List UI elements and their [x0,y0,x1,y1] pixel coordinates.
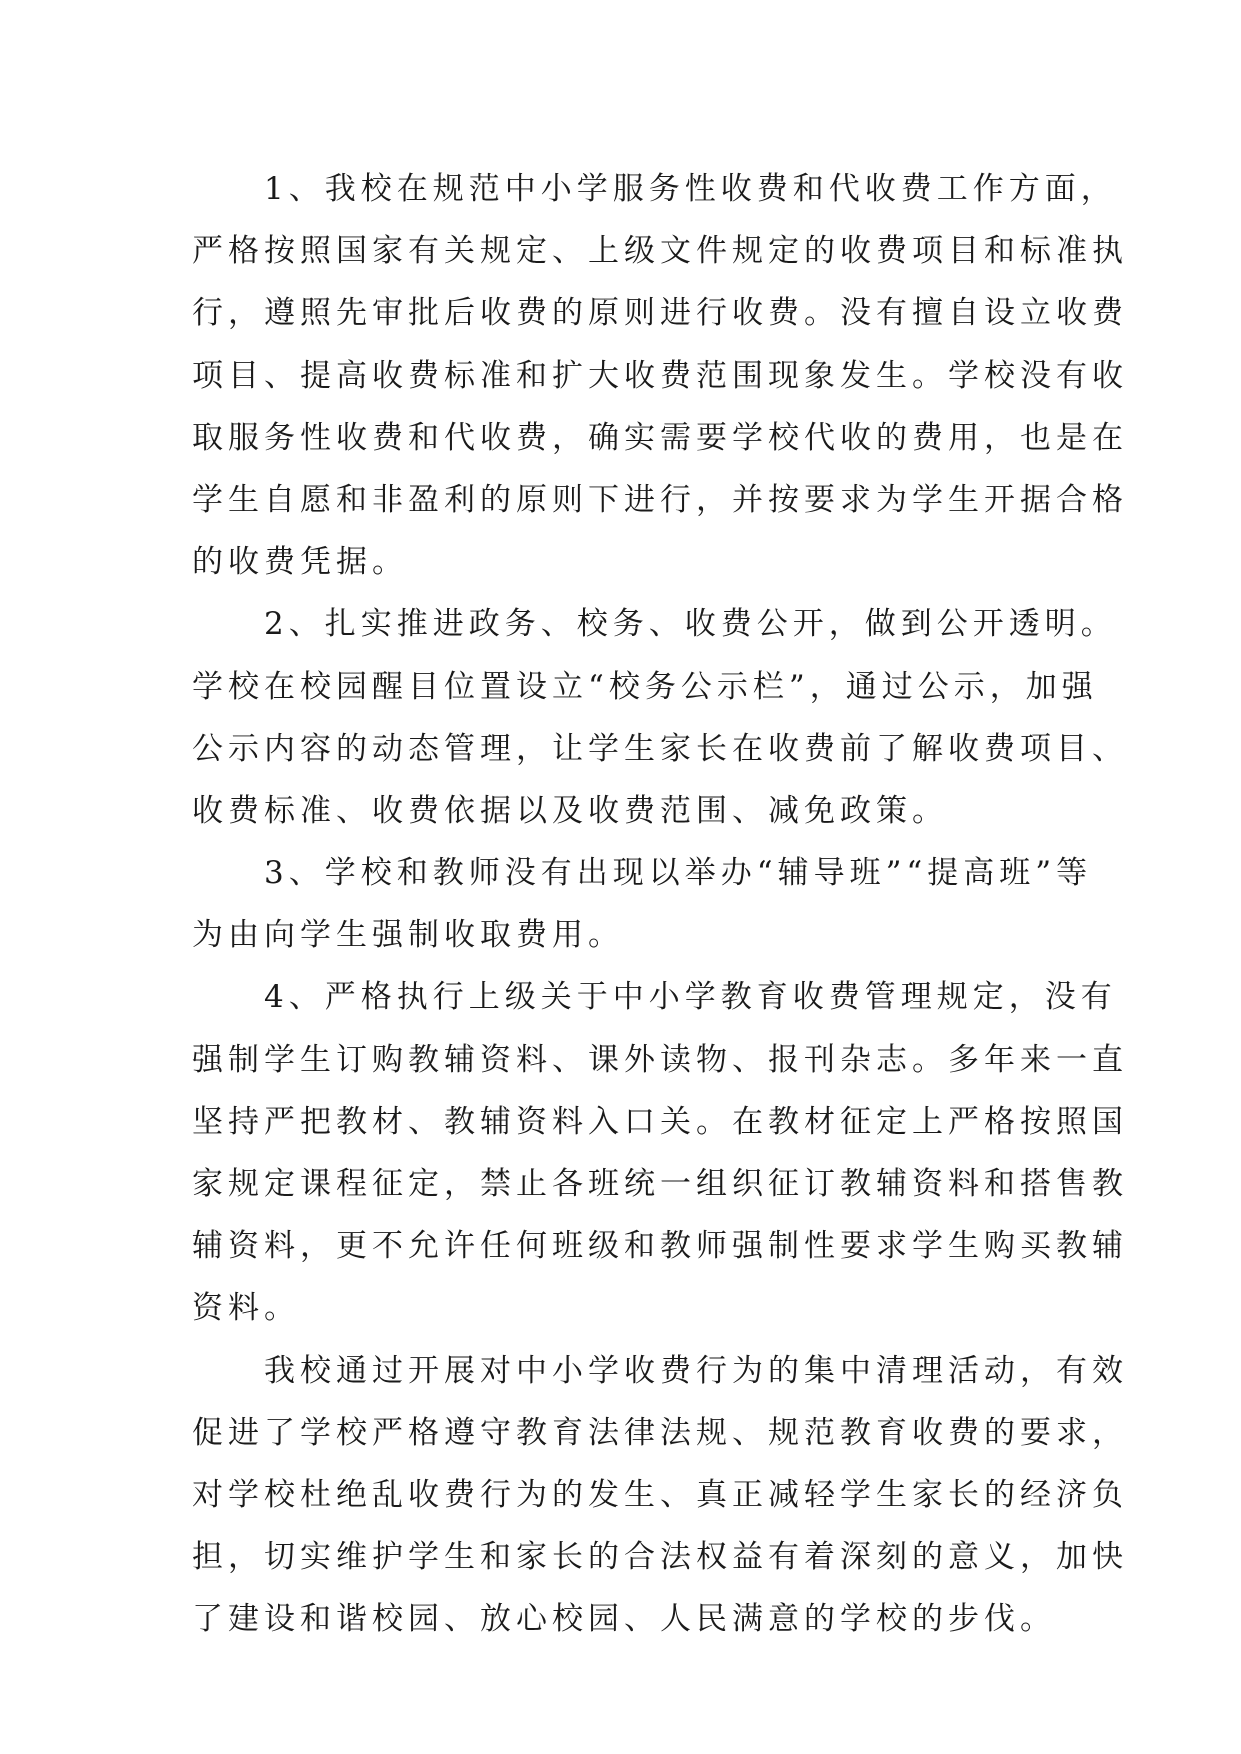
text-line: 辅资料，更不允许任何班级和教师强制性要求学生购买教辅 [192,1228,1128,1265]
text-line: 3、学校和教师没有出现以举办“辅导班”“提高班”等 [192,855,1093,892]
text-line: 严格按照国家有关规定、上级文件规定的收费项目和标准执 [192,233,1128,270]
text-line: 家规定课程征定，禁止各班统一组织征订教辅资料和搭售教 [192,1166,1128,1202]
text-line: 促进了学校严格遵守教育法律法规、规范教育收费的要求， [192,1414,1128,1451]
text-line: 1、我校在规范中小学服务性收费和代收费工作方面， [192,171,1117,207]
text-line: 公示内容的动态管理，让学生家长在收费前了解收费项目、 [192,730,1128,767]
text-line: 了建设和谐校园、放心校园、人民满意的学校的步伐。 [192,1601,1056,1638]
text-line: 学校在校园醒目位置设立“校务公示栏”，通过公示，加强 [192,668,1098,705]
body-text [192,158,1128,1651]
text-line: 项目、提高收费标准和扩大收费范围现象发生。学校没有收 [192,357,1128,394]
text-line: 4、严格执行上级关于中小学教育收费管理规定，没有 [192,979,1117,1016]
text-line: 的收费凭据。 [192,544,408,581]
text-line: 收费标准、收费依据以及收费范围、减免政策。 [192,792,948,829]
text-line: 资料。 [192,1290,300,1327]
text-line: 行，遵照先审批后收费的原则进行收费。没有擅自设立收费 [192,295,1128,332]
text-line: 担，切实维护学生和家长的合法权益有着深刻的意义，加快 [192,1539,1128,1576]
text-line: 坚持严把教材、教辅资料入口关。在教材征定上严格按照国 [192,1103,1128,1140]
text-line: 取服务性收费和代收费，确实需要学校代收的费用，也是在 [192,419,1128,456]
text-line: 2、扎实推进政务、校务、收费公开，做到公开透明。 [192,606,1117,643]
text-line: 对学校杜绝乱收费行为的发生、真正减轻学生家长的经济负 [192,1476,1128,1513]
text-line: 强制学生订购教辅资料、课外读物、报刊杂志。多年来一直 [192,1041,1128,1078]
text-line: 学生自愿和非盈利的原则下进行，并按要求为学生开据合格 [192,481,1128,518]
text-line: 我校通过开展对中小学收费行为的集中清理活动，有效 [192,1352,1128,1389]
text-line: 为由向学生强制收取费用。 [192,917,624,954]
